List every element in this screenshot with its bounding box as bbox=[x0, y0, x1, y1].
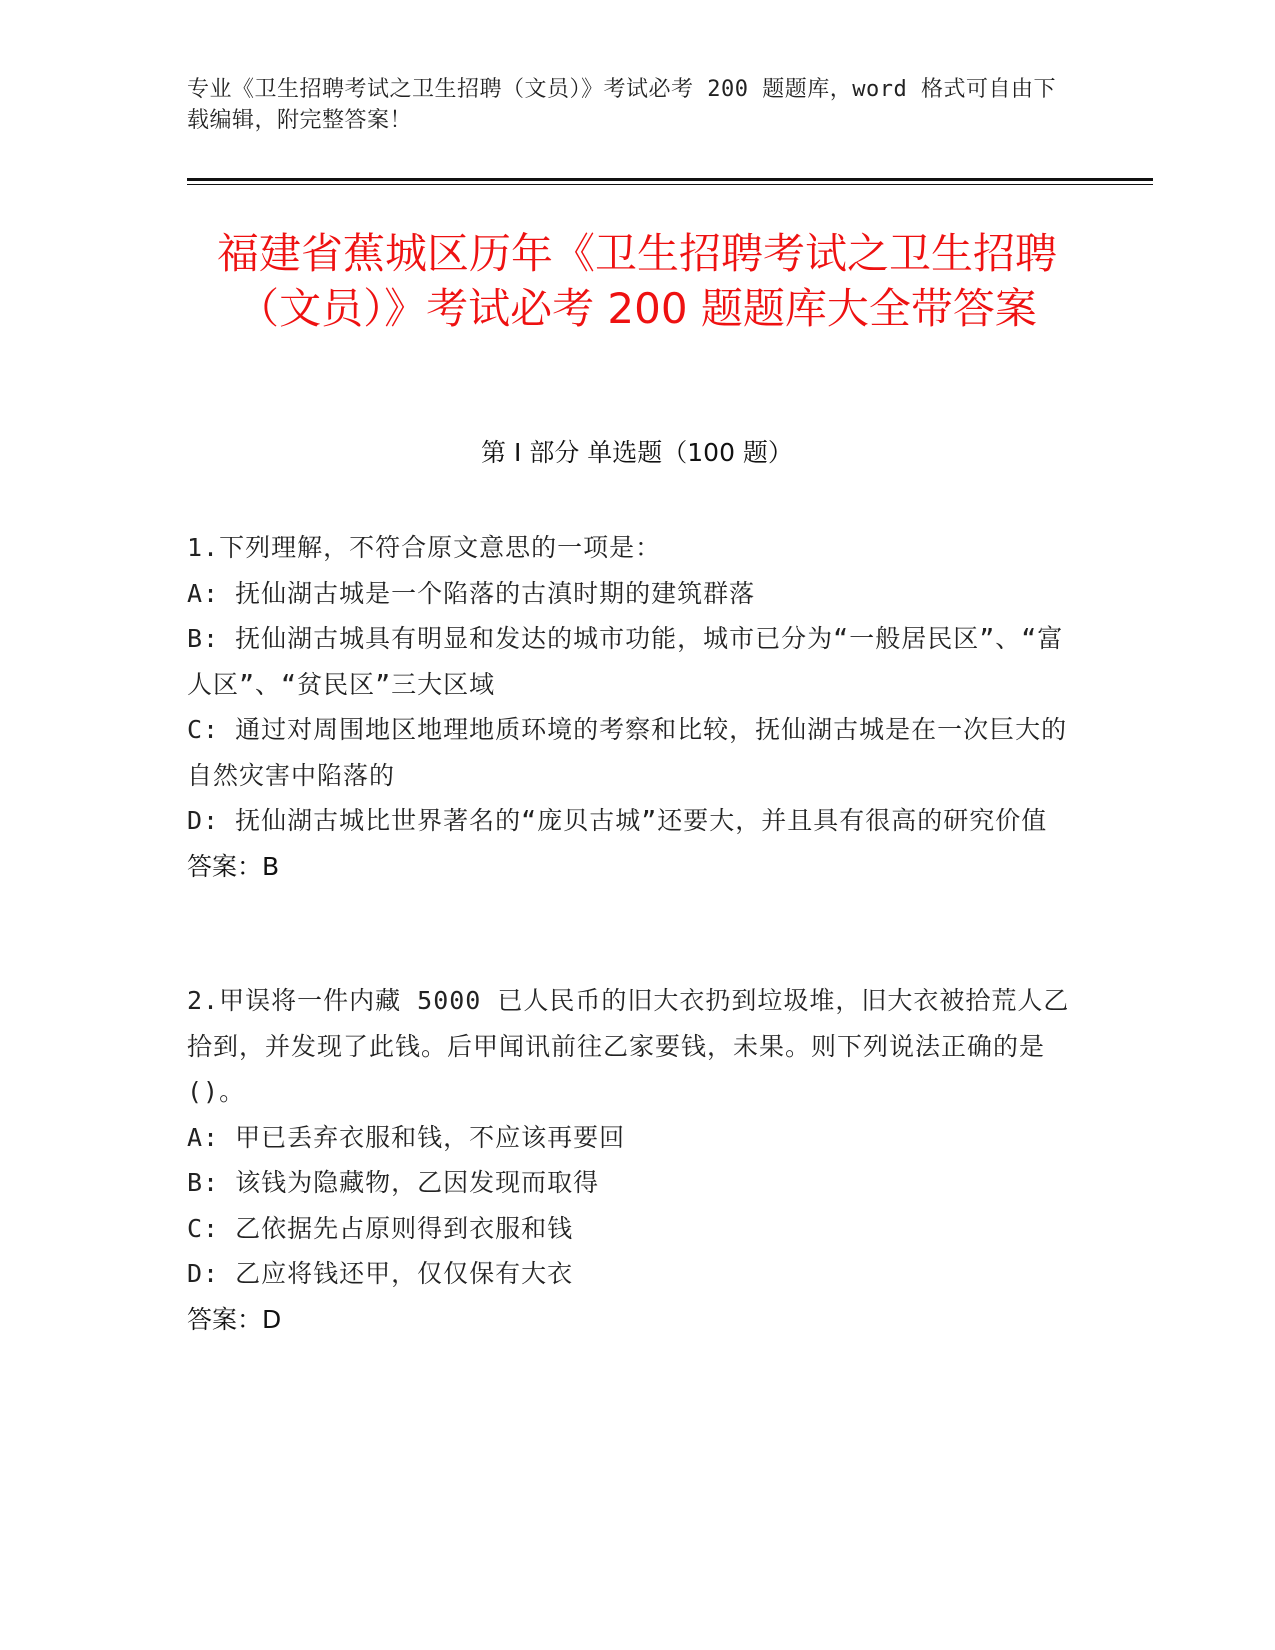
option-d: D: 乙应将钱还甲，仅仅保有大衣 bbox=[187, 1259, 574, 1288]
question-stem: 2.甲误将一件内藏 5000 已人民币的旧大衣扔到垃圾堆，旧大衣被拾荒人乙拾到，并发现了此钱。后甲闻讯前往乙家要钱，未果。则下列说法正确的是()。 bbox=[187, 986, 1070, 1106]
option-a: A: 甲已丢弃衣服和钱，不应该再要回 bbox=[187, 1122, 626, 1152]
section-heading: 第 I 部分 单选题（100 题） bbox=[481, 438, 793, 467]
header-note: 专业《卫生招聘考试之卫生招聘（文员）》考试必考 200 题题库，word 格式可自由下载编辑，附完整答案！ bbox=[187, 77, 1056, 133]
header-divider-thin bbox=[187, 184, 1153, 185]
question-2 bbox=[187, 978, 1077, 1342]
answer: 答案：D bbox=[187, 1304, 282, 1334]
question-stem: 1.下列理解，不符合原文意思的一项是： bbox=[187, 533, 662, 562]
option-b: B: 抚仙湖古城具有明显和发达的城市功能，城市已分为“一般居民区”、“富人区”、“贫民区”三大区域 bbox=[187, 624, 1064, 699]
document-title: 福建省蕉城区历年《卫生招聘考试之卫生招聘（文员）》考试必考 200 题题库大全带答案 bbox=[216, 229, 1057, 333]
question-1 bbox=[187, 525, 1077, 889]
header-divider-thick bbox=[187, 178, 1153, 181]
option-c: C: 乙依据先占原则得到衣服和钱 bbox=[187, 1213, 574, 1243]
option-a: A: 抚仙湖古城是一个陷落的古滇时期的建筑群落 bbox=[187, 578, 756, 608]
option-c: C: 通过对周围地区地理地质环境的考察和比较，抚仙湖古城是在一次巨大的自然灾害中陷落的 bbox=[187, 715, 1068, 790]
option-d: D: 抚仙湖古城比世界著名的“庞贝古城”还要大，并且具有很高的研究价值 bbox=[187, 806, 1048, 835]
answer: 答案：B bbox=[187, 851, 280, 881]
option-b: B: 该钱为隐藏物，乙因发现而取得 bbox=[187, 1168, 600, 1197]
